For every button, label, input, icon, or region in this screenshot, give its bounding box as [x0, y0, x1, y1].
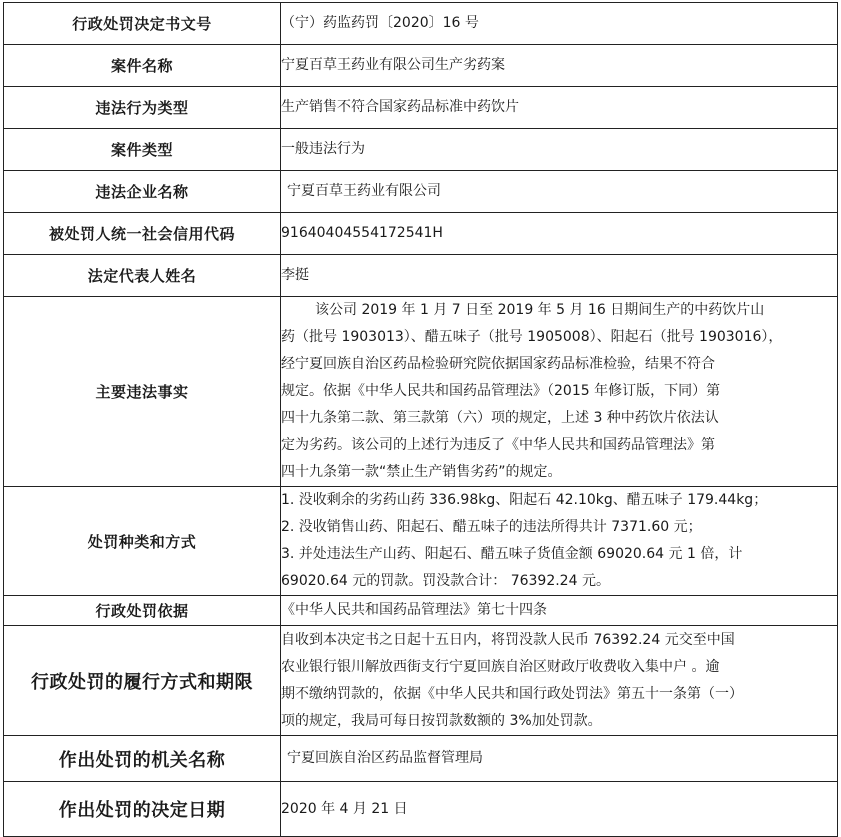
value-line: 经宁夏回族自治区药品检验研究院依据国家药品标准检验，结果不符合	[281, 356, 715, 372]
table-row	[4, 3, 838, 45]
value-line: 宁夏百草王药业有限公司	[287, 183, 441, 199]
table-row	[4, 782, 838, 837]
row-label: 行政处罚依据	[4, 596, 281, 626]
row-value	[281, 171, 838, 213]
value-line: 《中华人民共和国药品管理法》第七十四条	[281, 602, 547, 618]
table-row	[4, 87, 838, 129]
table-row	[4, 45, 838, 87]
row-label: 违法企业名称	[4, 171, 281, 213]
value-line: 项的规定，我局可每日按罚款数额的 3%加处罚款。	[281, 712, 602, 729]
value-line: 四十九条第一款“禁止生产销售劣药”的规定。	[281, 464, 562, 480]
row-value	[281, 255, 838, 297]
row-label: 案件名称	[4, 45, 281, 87]
row-value	[281, 297, 838, 487]
value-line: 69020.64 元的罚款。罚没款合计： 76392.24 元。	[281, 573, 610, 589]
table-row	[4, 626, 838, 736]
table-row	[4, 736, 838, 782]
row-value	[281, 213, 838, 255]
row-label: 行政处罚决定书文号	[4, 3, 281, 45]
value-line: 91640404554172541H	[281, 225, 443, 241]
value-line: 1. 没收剩余的劣药山药 336.98kg、阳起石 42.10kg、醋五味子 179.44kg；	[281, 492, 768, 508]
row-value	[281, 626, 838, 736]
value-line: 3. 并处违法生产山药、阳起石、醋五味子货值金额 69020.64 元 1 倍，计	[281, 546, 743, 562]
value-line: 该公司 2019 年 1 月 7 日至 2019 年 5 月 16 日期间生产的中药饮片山	[315, 302, 765, 318]
table-row	[4, 596, 838, 626]
value-line: 定为劣药。该公司的上述行为违反了《中华人民共和国药品管理法》第	[281, 437, 715, 453]
row-label: 案件类型	[4, 129, 281, 171]
value-line: 农业银行银川解放西街支行宁夏回族自治区财政厅收费收入集中户 。逾	[281, 658, 720, 675]
row-label: 主要违法事实	[4, 297, 281, 487]
table-row	[4, 297, 838, 487]
row-value	[281, 487, 838, 596]
table-row	[4, 213, 838, 255]
row-value	[281, 87, 838, 129]
value-line: （宁）药监药罚〔2020〕16 号	[281, 15, 479, 31]
value-line: 规定。依据《中华人民共和国药品管理法》（2015 年修订版，下同）第	[281, 383, 721, 399]
value-line: 2. 没收销售山药、阳起石、醋五味子的违法所得共计 7371.60 元；	[281, 519, 702, 535]
table-row	[4, 487, 838, 596]
row-label: 法定代表人姓名	[4, 255, 281, 297]
row-value	[281, 45, 838, 87]
value-line: 药（批号 1903013）、醋五味子（批号 1905008）、阳起石（批号 1903016），	[281, 329, 783, 345]
table-row	[4, 255, 838, 297]
row-value	[281, 782, 838, 837]
value-line: 一般违法行为	[281, 141, 365, 157]
value-line: 期不缴纳罚款的，依据《中华人民共和国行政处罚法》第五十一条第（一）	[281, 685, 743, 702]
value-line: 2020 年 4 月 21 日	[281, 800, 408, 817]
row-value	[281, 129, 838, 171]
row-label: 违法行为类型	[4, 87, 281, 129]
value-line: 四十九条第二款、第三款第（六）项的规定，上述 3 种中药饮片依法认	[281, 410, 719, 426]
row-value	[281, 596, 838, 626]
value-line: 宁夏回族自治区药品监督管理局	[287, 750, 483, 766]
row-value	[281, 3, 838, 45]
table-row	[4, 171, 838, 213]
row-label: 被处罚人统一社会信用代码	[4, 213, 281, 255]
row-label: 作出处罚的机关名称	[4, 736, 281, 782]
row-label: 行政处罚的履行方式和期限	[4, 626, 281, 736]
value-line: 生产销售不符合国家药品标准中药饮片	[281, 99, 519, 115]
penalty-decision-table	[3, 2, 838, 837]
row-value	[281, 736, 838, 782]
value-line: 宁夏百草王药业有限公司生产劣药案	[281, 57, 505, 73]
value-line: 自收到本决定书之日起十五日内，将罚没款人民币 76392.24 元交至中国	[281, 631, 735, 648]
row-label: 处罚种类和方式	[4, 487, 281, 596]
value-line: 李挺	[281, 267, 309, 283]
table-row	[4, 129, 838, 171]
row-label: 作出处罚的决定日期	[4, 782, 281, 837]
